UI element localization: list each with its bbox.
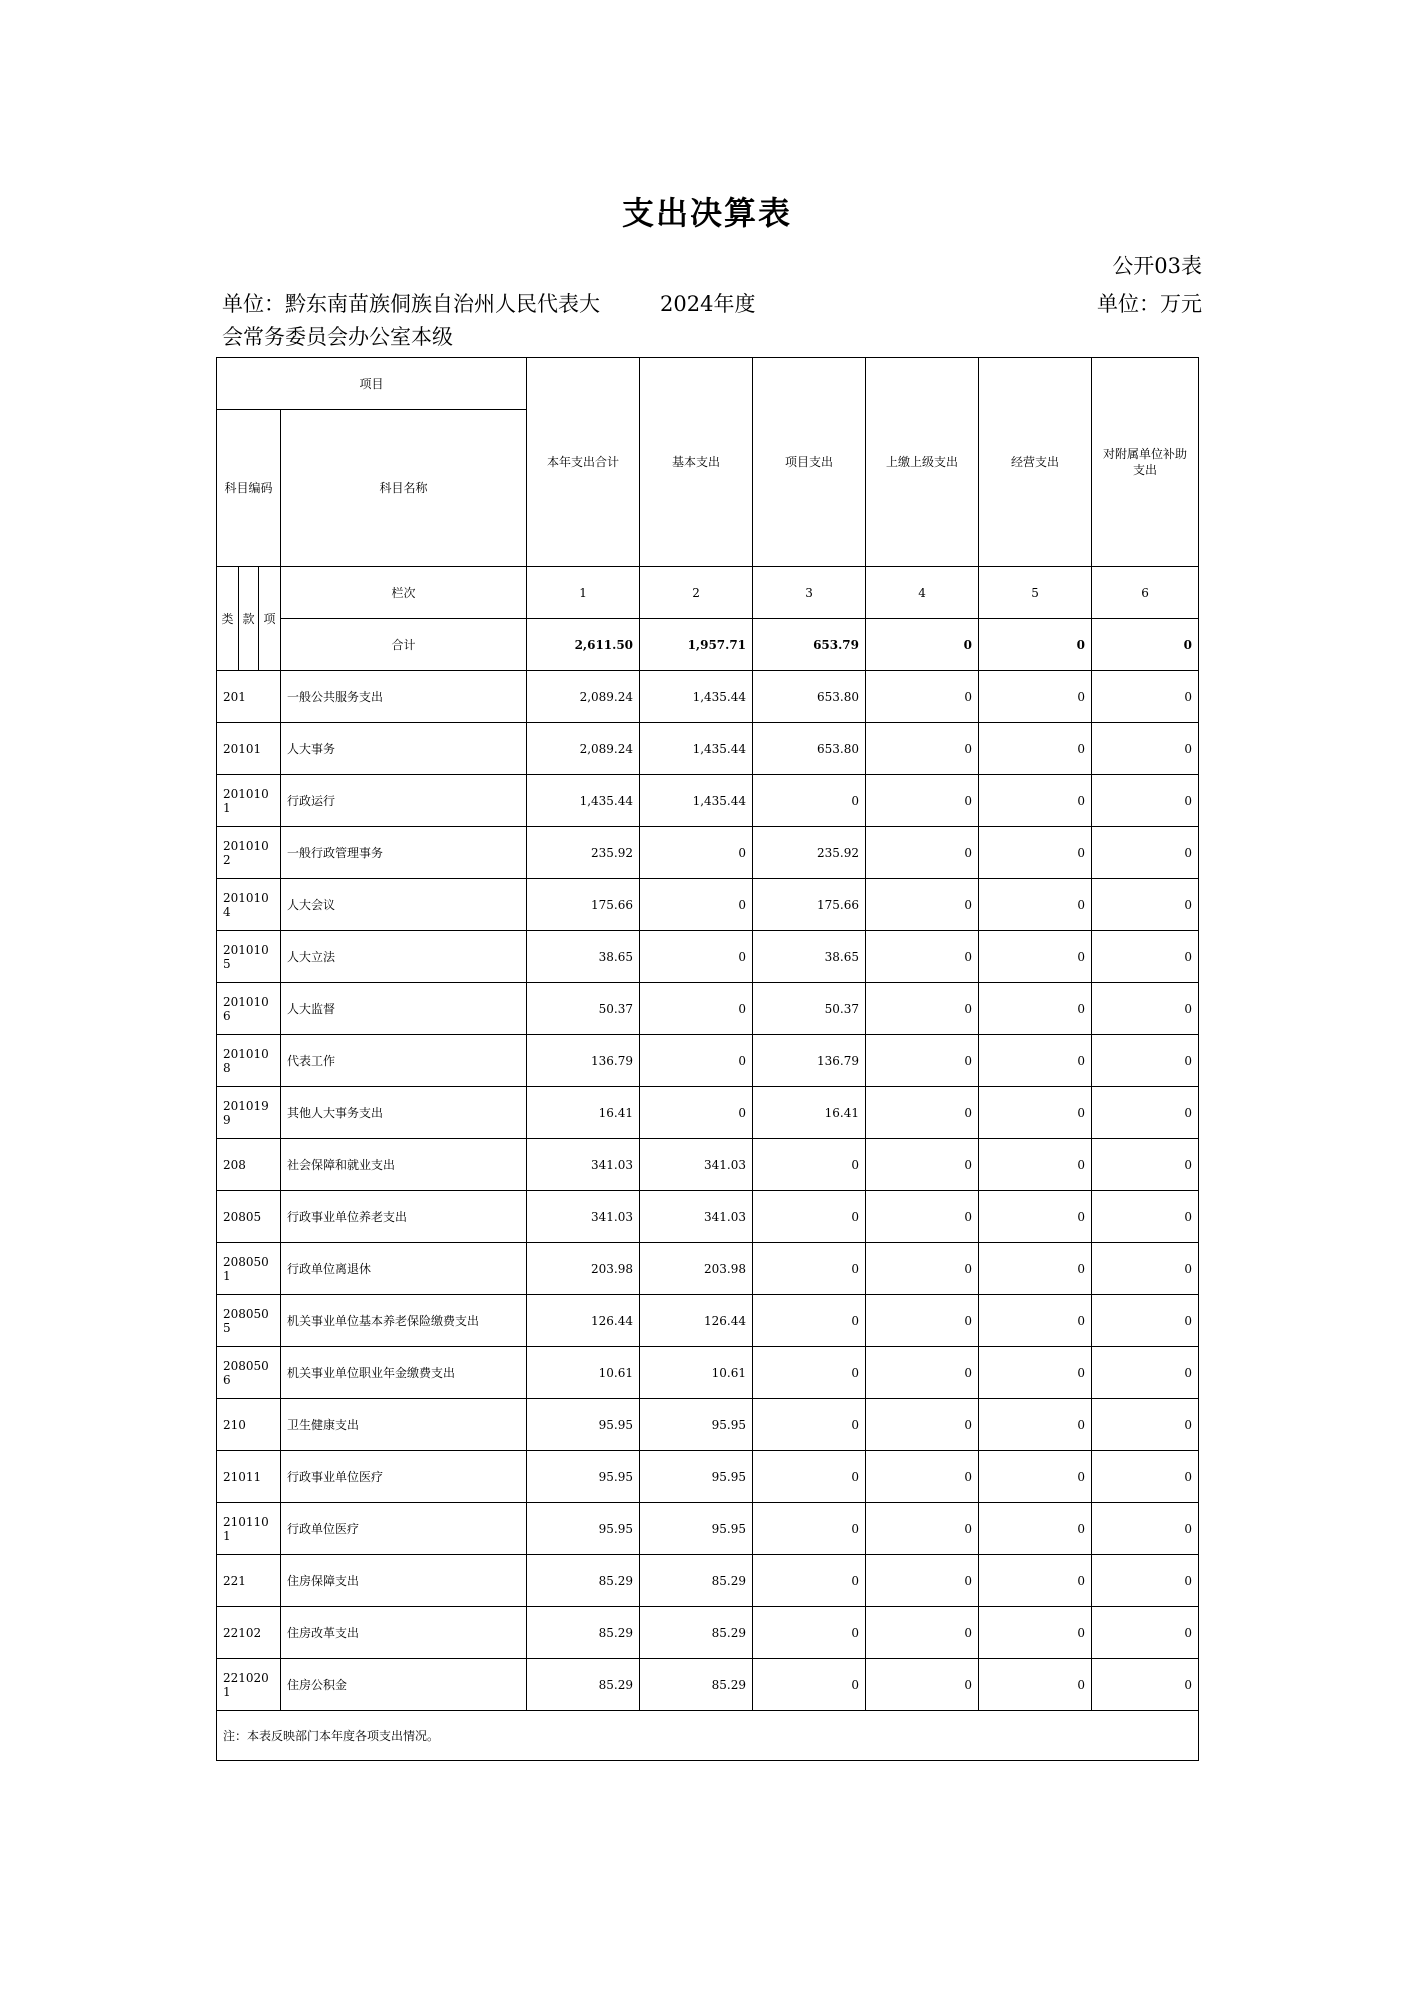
header-col-2: 基本支出	[640, 358, 753, 567]
amount-cell: 0	[1092, 1503, 1199, 1555]
amount-cell: 175.66	[753, 879, 866, 931]
amount-cell: 2,089.24	[527, 723, 640, 775]
header-xiang: 项	[259, 567, 281, 671]
amount-cell: 0	[753, 1243, 866, 1295]
amount-cell: 2,089.24	[527, 671, 640, 723]
amount-cell: 0	[753, 1399, 866, 1451]
header-col-1: 本年支出合计	[527, 358, 640, 567]
subject-name: 人大监督	[281, 983, 527, 1035]
table-row	[217, 1035, 1199, 1087]
amount-cell: 0	[1092, 671, 1199, 723]
table-row	[217, 1139, 1199, 1191]
amount-cell: 0	[753, 1191, 866, 1243]
subject-name: 住房改革支出	[281, 1607, 527, 1659]
total-label: 合计	[281, 619, 527, 671]
header-col-3: 项目支出	[753, 358, 866, 567]
table-row	[217, 1503, 1199, 1555]
amount-cell: 0	[866, 775, 979, 827]
amount-cell: 0	[753, 1347, 866, 1399]
amount-cell: 0	[1092, 1555, 1199, 1607]
amount-cell: 0	[640, 931, 753, 983]
total-value: 0	[979, 619, 1092, 671]
amount-cell: 0	[1092, 1607, 1199, 1659]
column-number: 3	[753, 567, 866, 619]
table-row	[217, 827, 1199, 879]
subject-name: 机关事业单位职业年金缴费支出	[281, 1347, 527, 1399]
amount-cell: 0	[753, 1607, 866, 1659]
amount-cell: 85.29	[640, 1555, 753, 1607]
amount-cell: 0	[1092, 1191, 1199, 1243]
amount-cell: 0	[866, 1035, 979, 1087]
table-row	[217, 1399, 1199, 1451]
table-row	[217, 931, 1199, 983]
amount-cell: 0	[866, 723, 979, 775]
amount-cell: 0	[753, 1451, 866, 1503]
amount-cell: 175.66	[527, 879, 640, 931]
amount-cell: 0	[1092, 1087, 1199, 1139]
amount-cell: 341.03	[527, 1191, 640, 1243]
subject-name: 一般行政管理事务	[281, 827, 527, 879]
amount-cell: 0	[979, 983, 1092, 1035]
amount-cell: 0	[866, 879, 979, 931]
table-row	[217, 879, 1199, 931]
subject-name: 住房公积金	[281, 1659, 527, 1711]
amount-cell: 203.98	[527, 1243, 640, 1295]
total-value: 0	[866, 619, 979, 671]
column-number: 4	[866, 567, 979, 619]
fiscal-year: 2024年度	[660, 292, 756, 316]
amount-cell: 341.03	[527, 1139, 640, 1191]
amount-cell: 0	[1092, 1035, 1199, 1087]
subject-name: 行政事业单位养老支出	[281, 1191, 527, 1243]
subject-name: 机关事业单位基本养老保险缴费支出	[281, 1295, 527, 1347]
amount-cell: 235.92	[527, 827, 640, 879]
amount-cell: 0	[753, 1295, 866, 1347]
amount-cell: 653.80	[753, 723, 866, 775]
subject-name: 行政事业单位医疗	[281, 1451, 527, 1503]
total-value: 2,611.50	[527, 619, 640, 671]
amount-cell: 0	[979, 879, 1092, 931]
amount-cell: 85.29	[527, 1659, 640, 1711]
amount-cell: 0	[979, 1503, 1092, 1555]
amount-cell: 0	[866, 983, 979, 1035]
subject-name: 住房保障支出	[281, 1555, 527, 1607]
subject-name: 行政运行	[281, 775, 527, 827]
amount-cell: 95.95	[527, 1399, 640, 1451]
subject-name: 社会保障和就业支出	[281, 1139, 527, 1191]
table-row	[217, 1659, 1199, 1711]
amount-cell: 126.44	[640, 1295, 753, 1347]
amount-cell: 0	[866, 1607, 979, 1659]
amount-cell: 85.29	[640, 1607, 753, 1659]
amount-cell: 0	[979, 1347, 1092, 1399]
table-row	[217, 775, 1199, 827]
amount-cell: 16.41	[753, 1087, 866, 1139]
header-col-4: 上缴上级支出	[866, 358, 979, 567]
amount-cell: 0	[1092, 983, 1199, 1035]
subject-code: 2010104	[217, 879, 281, 931]
subject-name: 卫生健康支出	[281, 1399, 527, 1451]
amount-cell: 0	[1092, 1139, 1199, 1191]
column-number: 2	[640, 567, 753, 619]
amount-cell: 0	[979, 1399, 1092, 1451]
subject-name: 人大事务	[281, 723, 527, 775]
amount-cell: 0	[866, 1659, 979, 1711]
amount-cell: 235.92	[753, 827, 866, 879]
amount-cell: 0	[979, 1555, 1092, 1607]
amount-cell: 1,435.44	[527, 775, 640, 827]
header-subject-name: 科目名称	[281, 410, 527, 567]
column-number: 6	[1092, 567, 1199, 619]
amount-cell: 0	[1092, 1243, 1199, 1295]
amount-cell: 0	[979, 1087, 1092, 1139]
amount-cell: 0	[1092, 879, 1199, 931]
amount-cell: 0	[866, 1243, 979, 1295]
amount-cell: 0	[640, 1087, 753, 1139]
amount-cell: 0	[866, 1087, 979, 1139]
amount-cell: 0	[753, 775, 866, 827]
amount-cell: 0	[979, 1035, 1092, 1087]
amount-cell: 341.03	[640, 1139, 753, 1191]
amount-cell: 653.80	[753, 671, 866, 723]
amount-cell: 10.61	[527, 1347, 640, 1399]
table-row	[217, 1607, 1199, 1659]
header-col-5: 经营支出	[979, 358, 1092, 567]
amount-cell: 95.95	[640, 1399, 753, 1451]
header-col-6: 对附属单位补助支出	[1092, 358, 1199, 567]
amount-cell: 1,435.44	[640, 671, 753, 723]
amount-cell: 0	[979, 1607, 1092, 1659]
subject-code: 20805	[217, 1191, 281, 1243]
amount-cell: 85.29	[527, 1555, 640, 1607]
column-number-label: 栏次	[281, 567, 527, 619]
amount-cell: 0	[979, 1243, 1092, 1295]
amount-cell: 0	[753, 1659, 866, 1711]
amount-cell: 0	[753, 1139, 866, 1191]
amount-cell: 0	[866, 1191, 979, 1243]
amount-cell: 136.79	[753, 1035, 866, 1087]
amount-cell: 0	[979, 827, 1092, 879]
total-value: 0	[1092, 619, 1199, 671]
subject-name: 行政单位离退休	[281, 1243, 527, 1295]
amount-cell: 95.95	[640, 1451, 753, 1503]
subject-code: 210	[217, 1399, 281, 1451]
amount-cell: 0	[979, 671, 1092, 723]
amount-cell: 0	[753, 1555, 866, 1607]
amount-cell: 0	[866, 1295, 979, 1347]
page-title: 支出决算表	[621, 194, 792, 232]
amount-cell: 0	[1092, 723, 1199, 775]
subject-name: 人大立法	[281, 931, 527, 983]
amount-cell: 95.95	[640, 1503, 753, 1555]
amount-cell: 0	[866, 1503, 979, 1555]
amount-cell: 0	[1092, 1347, 1199, 1399]
subject-name: 人大会议	[281, 879, 527, 931]
subject-code: 221	[217, 1555, 281, 1607]
subject-code: 21011	[217, 1451, 281, 1503]
table-row	[217, 1087, 1199, 1139]
total-value: 653.79	[753, 619, 866, 671]
amount-cell: 0	[640, 1035, 753, 1087]
subject-code: 20101	[217, 723, 281, 775]
table-row	[217, 671, 1199, 723]
amount-cell: 0	[979, 931, 1092, 983]
amount-cell: 0	[640, 827, 753, 879]
amount-cell: 0	[979, 1451, 1092, 1503]
amount-cell: 203.98	[640, 1243, 753, 1295]
amount-cell: 0	[979, 1139, 1092, 1191]
amount-cell: 95.95	[527, 1503, 640, 1555]
reporting-unit: 单位：黔东南苗族侗族自治州人民代表大会常务委员会办公室本级	[222, 292, 600, 349]
amount-unit: 单位：万元	[1097, 292, 1202, 316]
table-row	[217, 1295, 1199, 1347]
amount-cell: 0	[866, 1451, 979, 1503]
table-row	[217, 1191, 1199, 1243]
table-row	[217, 1347, 1199, 1399]
amount-cell: 95.95	[527, 1451, 640, 1503]
subject-code: 2010105	[217, 931, 281, 983]
amount-cell: 85.29	[640, 1659, 753, 1711]
amount-cell: 0	[1092, 1659, 1199, 1711]
amount-cell: 0	[866, 1139, 979, 1191]
column-number: 1	[527, 567, 640, 619]
amount-cell: 1,435.44	[640, 723, 753, 775]
amount-cell: 0	[979, 1659, 1092, 1711]
amount-cell: 0	[640, 879, 753, 931]
subject-code: 2010102	[217, 827, 281, 879]
subject-code: 2080505	[217, 1295, 281, 1347]
amount-cell: 38.65	[753, 931, 866, 983]
amount-cell: 0	[979, 775, 1092, 827]
subject-name: 一般公共服务支出	[281, 671, 527, 723]
header-lei: 类	[217, 567, 239, 671]
amount-cell: 0	[1092, 827, 1199, 879]
subject-code: 2010106	[217, 983, 281, 1035]
subject-code: 22102	[217, 1607, 281, 1659]
amount-cell: 0	[866, 671, 979, 723]
amount-cell: 0	[640, 983, 753, 1035]
amount-cell: 0	[866, 1347, 979, 1399]
amount-cell: 0	[1092, 931, 1199, 983]
amount-cell: 0	[866, 827, 979, 879]
table-note: 注：本表反映部门本年度各项支出情况。	[217, 1711, 1199, 1761]
amount-cell: 85.29	[527, 1607, 640, 1659]
header-subject-code: 科目编码	[217, 410, 281, 567]
amount-cell: 38.65	[527, 931, 640, 983]
subject-code: 2080506	[217, 1347, 281, 1399]
subject-code: 2210201	[217, 1659, 281, 1711]
amount-cell: 0	[866, 1399, 979, 1451]
amount-cell: 0	[1092, 1295, 1199, 1347]
header-project: 项目	[217, 358, 527, 410]
table-row	[217, 723, 1199, 775]
amount-cell: 0	[979, 1191, 1092, 1243]
amount-cell: 10.61	[640, 1347, 753, 1399]
column-number: 5	[979, 567, 1092, 619]
header-kuan: 款	[239, 567, 259, 671]
amount-cell: 0	[979, 723, 1092, 775]
subject-code: 2010199	[217, 1087, 281, 1139]
amount-cell: 341.03	[640, 1191, 753, 1243]
subject-code: 208	[217, 1139, 281, 1191]
amount-cell: 50.37	[753, 983, 866, 1035]
total-value: 1,957.71	[640, 619, 753, 671]
amount-cell: 136.79	[527, 1035, 640, 1087]
table-row	[217, 983, 1199, 1035]
expenditure-table	[216, 357, 1199, 1761]
amount-cell: 0	[866, 1555, 979, 1607]
subject-code: 2010101	[217, 775, 281, 827]
amount-cell: 0	[753, 1503, 866, 1555]
amount-cell: 1,435.44	[640, 775, 753, 827]
subject-name: 其他人大事务支出	[281, 1087, 527, 1139]
table-row	[217, 1451, 1199, 1503]
subject-name: 行政单位医疗	[281, 1503, 527, 1555]
subject-code: 2101101	[217, 1503, 281, 1555]
amount-cell: 0	[1092, 1451, 1199, 1503]
amount-cell: 126.44	[527, 1295, 640, 1347]
table-row	[217, 1555, 1199, 1607]
amount-cell: 0	[866, 931, 979, 983]
amount-cell: 16.41	[527, 1087, 640, 1139]
amount-cell: 0	[1092, 775, 1199, 827]
subject-name: 代表工作	[281, 1035, 527, 1087]
subject-code: 2010108	[217, 1035, 281, 1087]
table-row	[217, 1243, 1199, 1295]
subject-code: 2080501	[217, 1243, 281, 1295]
amount-cell: 0	[979, 1295, 1092, 1347]
form-number: 公开03表	[1112, 254, 1202, 278]
amount-cell: 0	[1092, 1399, 1199, 1451]
amount-cell: 50.37	[527, 983, 640, 1035]
subject-code: 201	[217, 671, 281, 723]
